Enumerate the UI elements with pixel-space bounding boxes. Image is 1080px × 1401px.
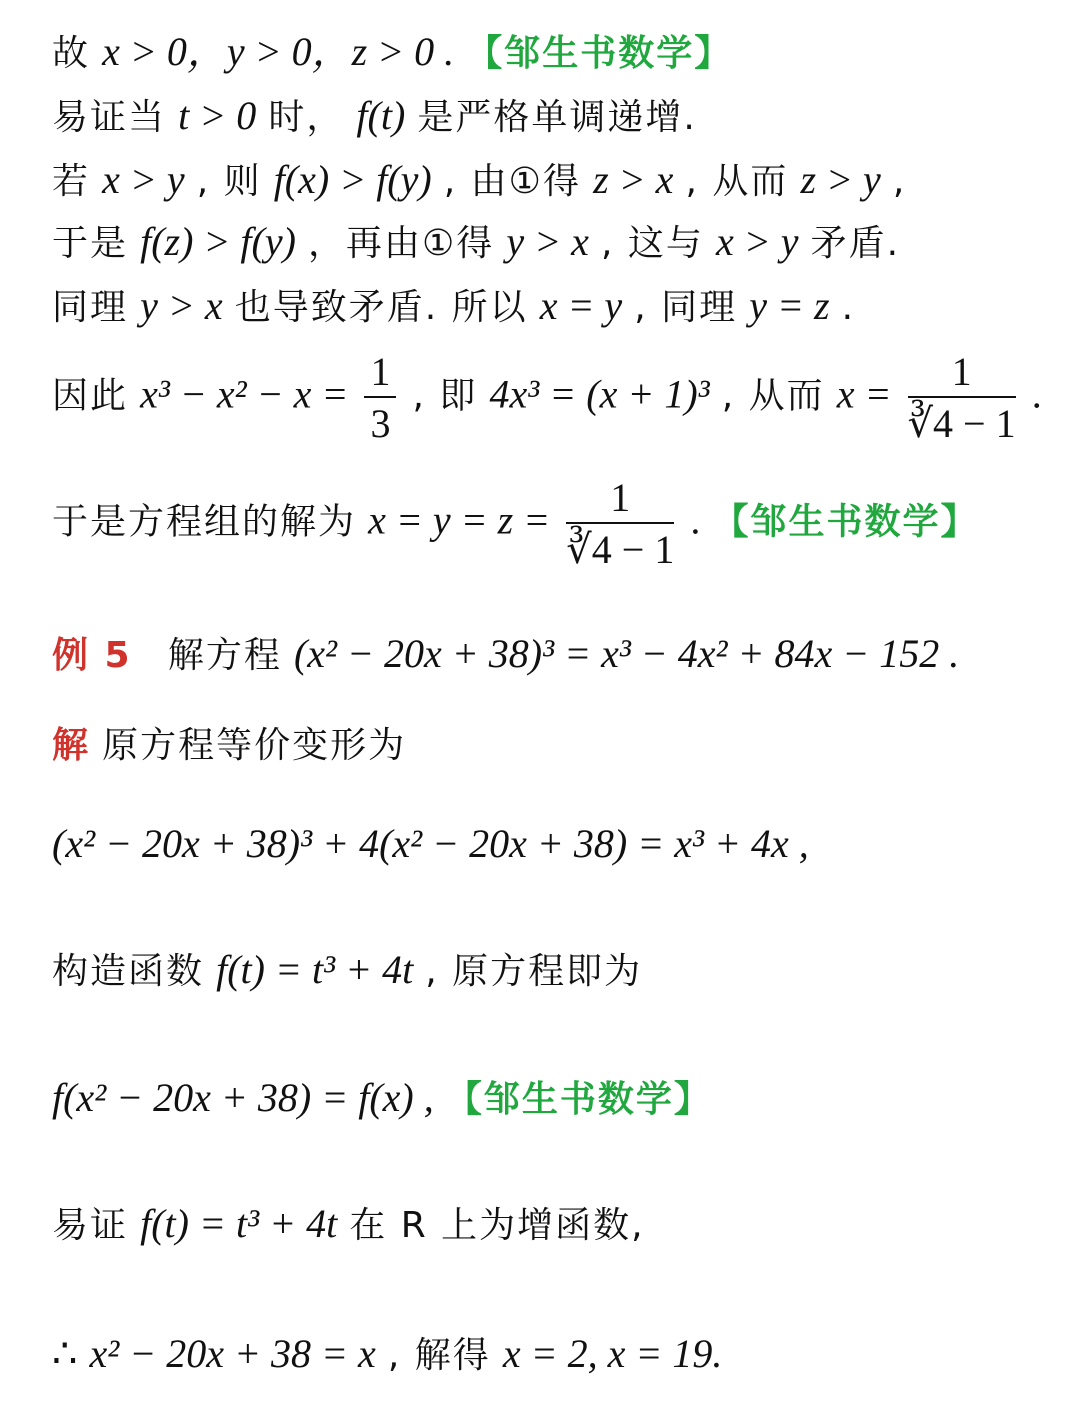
fraction-root bbox=[907, 349, 1016, 446]
text-prefix: 易证当 bbox=[52, 97, 167, 138]
math-inequalities: x > 0，y > 0，z > 0 . bbox=[102, 29, 455, 74]
example-5-line bbox=[52, 630, 959, 678]
text-prefix: 同理 bbox=[52, 287, 129, 328]
math-expr: x > y bbox=[102, 157, 185, 202]
math-condition: t > 0 bbox=[178, 93, 257, 138]
text-suffix: . bbox=[690, 497, 701, 543]
text-mid: , 这与 bbox=[601, 223, 704, 264]
text-mid: , 由①得 bbox=[443, 161, 581, 202]
text-prefix: 若 bbox=[52, 161, 91, 202]
text-prefix: 于是 bbox=[52, 223, 129, 264]
math-equation: (x² − 20x + 38)³ + 4(x² − 20x + 38) = x³ + 4x , bbox=[52, 821, 809, 866]
text-suffix: 矛盾. bbox=[810, 223, 901, 264]
text-mid: 也导致矛盾. 所以 bbox=[234, 287, 528, 328]
text-suffix: 是严格单调递增. bbox=[417, 97, 697, 138]
line-3 bbox=[52, 156, 906, 204]
math-expr: y = z bbox=[749, 283, 830, 328]
brand-tag: 【邹生书数学】 bbox=[466, 33, 733, 74]
math-lhs: x³ − x² − x = bbox=[140, 371, 349, 417]
increasing-function-line bbox=[52, 1200, 645, 1248]
math-expr: y > x bbox=[140, 283, 223, 328]
fraction-root bbox=[566, 475, 675, 572]
text-suffix: . bbox=[841, 287, 856, 328]
text-prefix: 于是方程组的解为 bbox=[52, 501, 357, 543]
math-expr: x = y bbox=[539, 283, 623, 328]
line-2 bbox=[52, 92, 697, 140]
conclusion-line bbox=[52, 1330, 722, 1378]
text-suffix: , 原方程即为 bbox=[425, 951, 643, 992]
text-mid: , 即 bbox=[412, 375, 478, 417]
line-5 bbox=[52, 282, 855, 330]
math-function: f(t) = t³ + 4t bbox=[140, 1201, 338, 1246]
text-mid: 时， bbox=[268, 97, 345, 138]
math-expr: z > y bbox=[800, 157, 881, 202]
equation-1 bbox=[52, 820, 809, 868]
math-solution: x = 2, x = 19. bbox=[502, 1331, 723, 1376]
brand-tag: 【邹生书数学】 bbox=[712, 501, 979, 543]
math-lhs: x = bbox=[836, 371, 892, 417]
text-mid: , 从而 bbox=[685, 161, 789, 202]
line-6 bbox=[52, 349, 1042, 446]
text-mid: , 同理 bbox=[634, 287, 738, 328]
text-prefix: 故 bbox=[52, 33, 91, 74]
text-mid: 在 R 上为增函数, bbox=[349, 1205, 645, 1246]
text-mid: ，再由①得 bbox=[308, 223, 495, 264]
solution-line bbox=[52, 722, 406, 768]
text-mid: , 则 bbox=[196, 161, 262, 202]
math-expr: x > y bbox=[715, 219, 799, 264]
math-equation: x² − 20x + 38 = x bbox=[89, 1331, 376, 1376]
math-function: f(t) = t³ + 4t bbox=[216, 947, 414, 992]
math-equation: f(x² − 20x + 38) = f(x) , bbox=[52, 1075, 434, 1120]
math-expr: f(z) > f(y) bbox=[140, 219, 296, 264]
construct-function-line bbox=[52, 946, 642, 994]
math-expr: y > x bbox=[506, 219, 589, 264]
fraction-numerator: 1 bbox=[908, 352, 1016, 398]
text-prefix: 构造函数 bbox=[52, 951, 205, 992]
solution-text: 原方程等价变形为 bbox=[102, 725, 407, 766]
text-prefix: 易证 bbox=[52, 1205, 129, 1246]
line-1 bbox=[52, 28, 732, 76]
brand-tag: 【邹生书数学】 bbox=[445, 1079, 712, 1120]
math-expr: f(x) > f(y) bbox=[273, 157, 432, 202]
text-mid: , 解得 bbox=[387, 1335, 491, 1376]
example-label: 例 5 bbox=[52, 635, 132, 676]
text-suffix: . bbox=[1031, 371, 1042, 417]
math-equation: x = y = z = bbox=[368, 497, 551, 543]
fraction-numerator: 1 bbox=[566, 478, 674, 524]
solution-label: 解 bbox=[52, 725, 91, 766]
fraction-denominator: 3 bbox=[370, 401, 391, 446]
math-expr: z > x bbox=[593, 157, 674, 202]
math-equation: 4x³ = (x + 1)³ bbox=[489, 371, 710, 417]
text-prefix: 因此 bbox=[52, 375, 129, 417]
fraction-denominator: ∛4 − 1 bbox=[907, 401, 1016, 446]
line-7 bbox=[52, 475, 979, 572]
equation-2 bbox=[52, 1074, 712, 1122]
fraction-one-third bbox=[364, 349, 396, 446]
text-suffix: , bbox=[892, 161, 907, 202]
line-4 bbox=[52, 218, 900, 266]
text-mid: , 从而 bbox=[721, 375, 825, 417]
math-function: f(t) bbox=[356, 93, 406, 138]
example-equation: (x² − 20x + 38)³ = x³ − 4x² + 84x − 152 . bbox=[293, 631, 960, 676]
therefore-symbol: ∴ bbox=[52, 1331, 78, 1376]
fraction-denominator: ∛4 − 1 bbox=[566, 527, 675, 572]
example-text: 解方程 bbox=[167, 635, 282, 676]
fraction-numerator: 1 bbox=[364, 352, 396, 398]
